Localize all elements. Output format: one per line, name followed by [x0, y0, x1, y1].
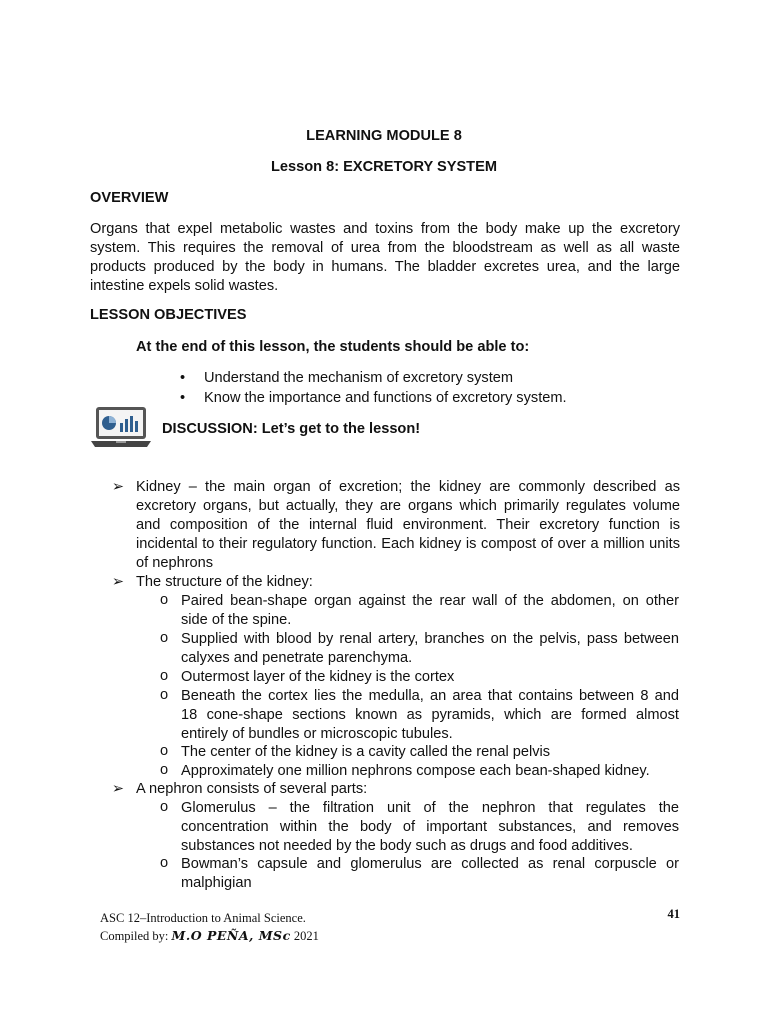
laptop-chart-icon: [90, 405, 152, 449]
footer-course: ASC 12–Introduction to Animal Science.: [100, 911, 306, 925]
kidney-line: of nephrons: [136, 555, 214, 571]
page-number: 41: [667, 907, 680, 921]
structure-item: [181, 762, 679, 781]
overview-heading: OVERVIEW: [90, 190, 169, 206]
structure-item-line: Paired bean-shape organ against the rear wall of the abdomen, on other: [181, 593, 679, 609]
structure-item-line: 18 cone-shape sections known as pyramids, which are formed almost: [181, 707, 679, 723]
structure-item-line: entirely of bundles or microscopic tubules.: [181, 726, 453, 742]
overview-line: Organs that expel metabolic wastes and toxins from the body make up the excretory: [90, 221, 680, 237]
nephron-item-line: Glomerulus – the filtration unit of the nephron that regulates the: [181, 800, 679, 816]
circle-bullet-icon: o: [159, 630, 169, 646]
structure-item-line: Outermost layer of the kidney is the cortex: [181, 669, 455, 685]
objective-item: Know the importance and functions of excretory system.: [204, 390, 567, 406]
kidney-line: and composition of the internal fluid environment. Their excretory function is: [136, 517, 680, 533]
nephron-item: [181, 855, 679, 893]
structure-item-line: Approximately one million nephrons compose each bean-shaped kidney.: [181, 763, 650, 779]
circle-bullet-icon: o: [159, 743, 169, 759]
structure-item-line: Supplied with blood by renal artery, branches on the pelvis, pass between: [181, 631, 679, 647]
circle-bullet-icon: o: [159, 855, 169, 871]
nephron-item-line: Bowman’s capsule and glomerulus are collected as renal corpuscle or: [181, 856, 679, 872]
footer-year: 2021: [293, 929, 319, 943]
structure-item-line: Beneath the cortex lies the medulla, an area that contains between 8 and: [181, 688, 679, 704]
lesson-title: Lesson 8: EXCRETORY SYSTEM: [271, 159, 497, 175]
circle-bullet-icon: o: [159, 799, 169, 815]
objectives-intro: At the end of this lesson, the students should be able to:: [136, 339, 530, 355]
kidney-paragraph: [136, 478, 680, 573]
discussion-heading: DISCUSSION: Let’s get to the lesson!: [162, 421, 421, 437]
overview-line: system. This requires the removal of urea from the bloodstream as well as all waste: [90, 240, 680, 256]
circle-bullet-icon: o: [159, 592, 169, 608]
circle-bullet-icon: o: [159, 762, 169, 778]
structure-item-line: calyxes and penetrate parenchyma.: [181, 650, 413, 666]
objectives-heading: LESSON OBJECTIVES: [90, 307, 247, 323]
structure-item: [181, 687, 679, 744]
objective-item: Understand the mechanism of excretory system: [204, 370, 514, 386]
bullet: •: [180, 370, 186, 386]
structure-item: [181, 668, 679, 687]
structure-item: [181, 592, 679, 630]
footer-compiled: [100, 928, 319, 944]
structure-item-line: The center of the kidney is a cavity called the renal pelvis: [181, 744, 551, 760]
structure-item: [181, 630, 679, 668]
bullet: •: [180, 390, 186, 406]
arrow-bullet-icon: ➢: [111, 781, 125, 797]
arrow-bullet-icon: ➢: [111, 479, 125, 495]
nephron-item-line: substances not needed by the body such as drugs and food additives.: [181, 838, 633, 854]
footer-author: M.O PEÑA, MSc: [171, 928, 291, 943]
arrow-bullet-icon: ➢: [111, 574, 125, 590]
module-title: LEARNING MODULE 8: [306, 128, 462, 144]
structure-heading: The structure of the kidney:: [136, 574, 313, 590]
overview-line: products produced by the body in humans. The bladder excretes urea, and the large: [90, 259, 680, 275]
nephron-heading: A nephron consists of several parts:: [136, 781, 368, 797]
overview-line: intestine expels solid wastes.: [90, 278, 279, 294]
overview-paragraph: [90, 220, 680, 296]
circle-bullet-icon: o: [159, 687, 169, 703]
kidney-line: Kidney – the main organ of excretion; the kidney are commonly described as: [136, 479, 680, 495]
nephron-item-line: concentration within the body of important substances, and removes: [181, 819, 679, 835]
kidney-line: incidental to their regulatory function. Each kidney is compost of over a million units: [136, 536, 680, 552]
circle-bullet-icon: o: [159, 668, 169, 684]
footer-compiled-label: Compiled by:: [100, 929, 169, 943]
kidney-line: excretory organs, but actually, they are organs which primarily regulates volume: [136, 498, 680, 514]
structure-item-line: side of the spine.: [181, 612, 292, 628]
structure-item: [181, 743, 679, 762]
nephron-item: [181, 799, 679, 856]
nephron-item-line: malphigian: [181, 875, 252, 891]
